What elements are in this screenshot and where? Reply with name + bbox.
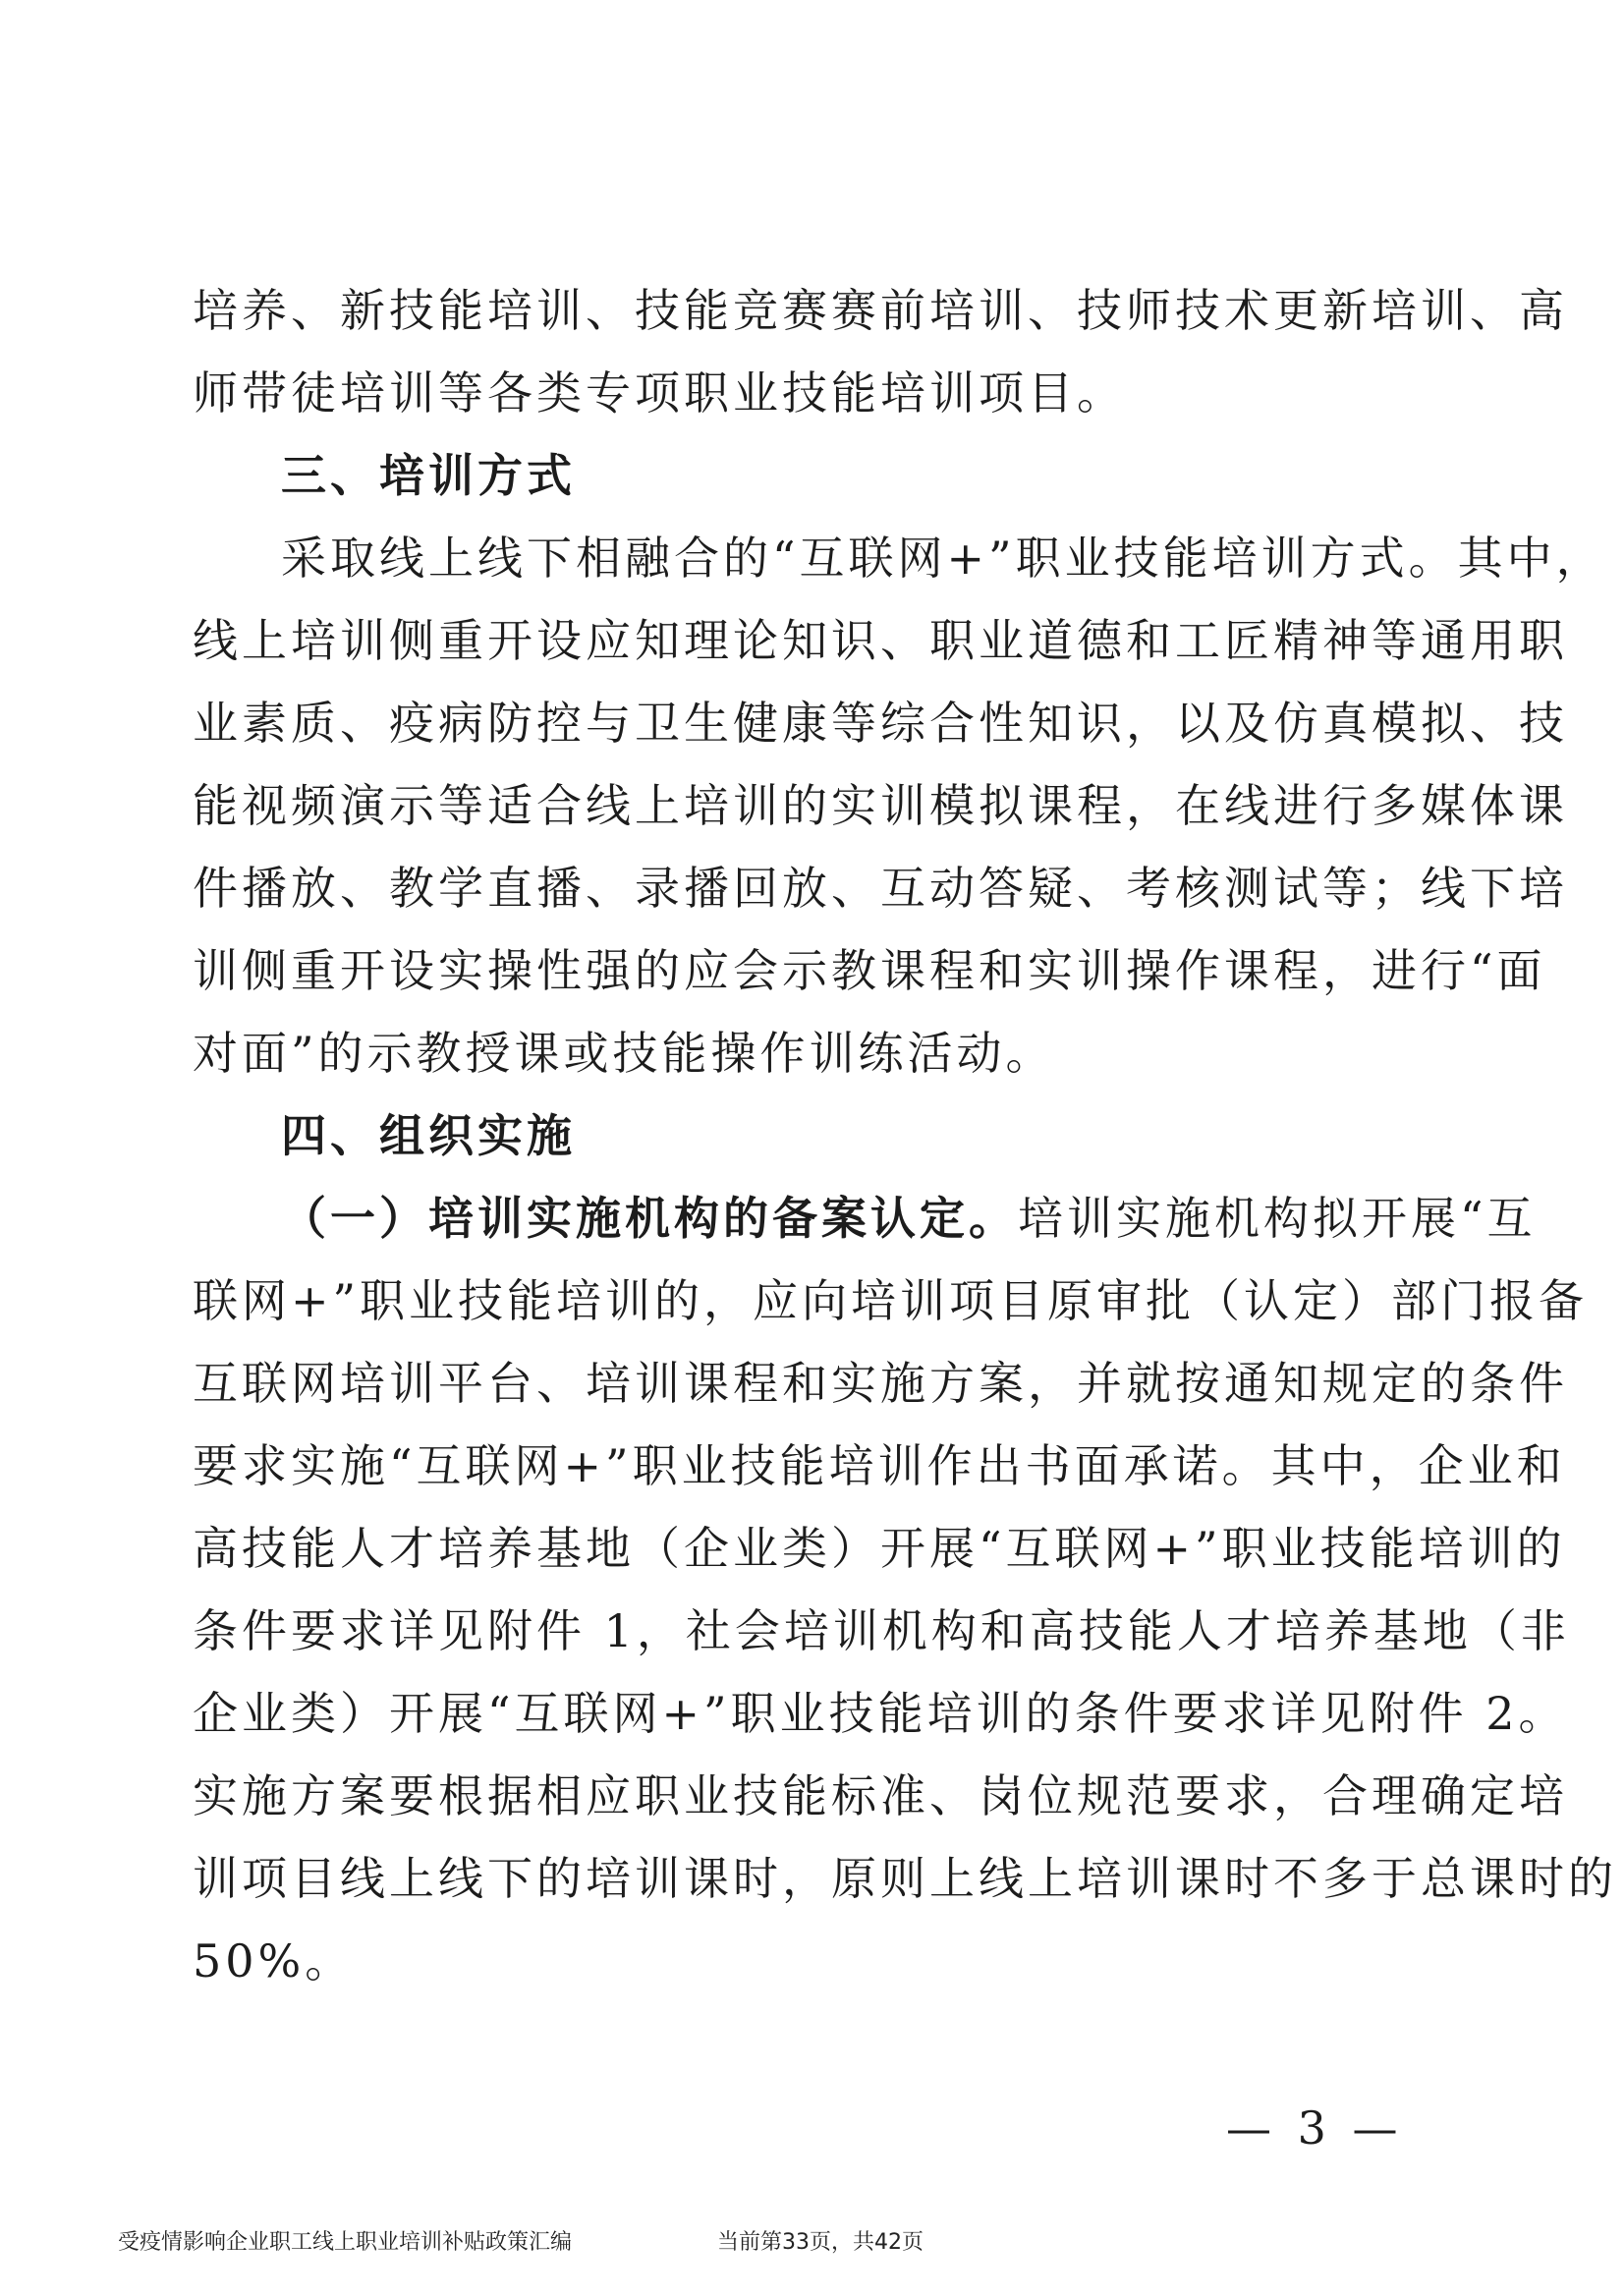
- body-line: 对面”的示教授课或技能操作训练活动。: [193, 1027, 1055, 1080]
- body-line: 能视频演示等适合线上培训的实训模拟课程，在线进行多媒体课: [193, 779, 1568, 832]
- subsection-text: 培训实施机构拟开展“互: [1018, 1192, 1537, 1245]
- body-line: 培养、新技能培训、技能竞赛赛前培训、技师技术更新培训、高: [193, 284, 1568, 337]
- subsection-title: （一）培训实施机构的备案认定。: [281, 1192, 1018, 1245]
- body-line: 企业类）开展“互联网+”职业技能培训的条件要求详见附件 2。: [193, 1687, 1568, 1740]
- footer-page-info: 当前第33页，共42页: [717, 2230, 924, 2255]
- body-line: 训项目线上线下的培训课时，原则上线上培训课时不多于总课时的: [193, 1852, 1617, 1905]
- body-line: 师带徒培训等各类专项职业技能培训项目。: [193, 366, 1126, 420]
- section-heading: 三、培训方式: [281, 449, 576, 502]
- body-line: 要求实施“互联网+”职业技能培训作出书面承诺。其中，企业和: [193, 1439, 1566, 1492]
- body-line: 采取线上线下相融合的“互联网+”职业技能培训方式。其中，: [281, 532, 1605, 585]
- body-line: 条件要求详见附件 1，社会培训机构和高技能人才培养基地（非: [193, 1604, 1570, 1657]
- section-heading: 四、组织实施: [281, 1109, 576, 1162]
- body-line: 件播放、教学直播、录播回放、互动答疑、考核测试等；线下培: [193, 862, 1568, 915]
- body-line: 线上培训侧重开设应知理论知识、职业道德和工匠精神等通用职: [193, 614, 1568, 667]
- page-number: — 3 —: [1226, 2101, 1404, 2155]
- footer-title: 受疫情影响企业职工线上职业培训补贴政策汇编: [118, 2230, 573, 2255]
- subsection-line: [281, 1189, 1537, 1248]
- body-line: 50%。: [193, 1934, 355, 1988]
- body-line: 互联网培训平台、培训课程和实施方案，并就按通知规定的条件: [193, 1357, 1568, 1410]
- body-line: 业素质、疫病防控与卫生健康等综合性知识，以及仿真模拟、技: [193, 697, 1568, 750]
- body-line: 实施方案要根据相应职业技能标准、岗位规范要求，合理确定培: [193, 1769, 1568, 1822]
- body-line: 联网+”职业技能培训的，应向培训项目原审批（认定）部门报备: [193, 1274, 1589, 1327]
- body-line: 训侧重开设实操性强的应会示教课程和实训操作课程，进行“面: [193, 944, 1546, 997]
- body-line: 高技能人才培养基地（企业类）开展“互联网+”职业技能培训的: [193, 1522, 1566, 1575]
